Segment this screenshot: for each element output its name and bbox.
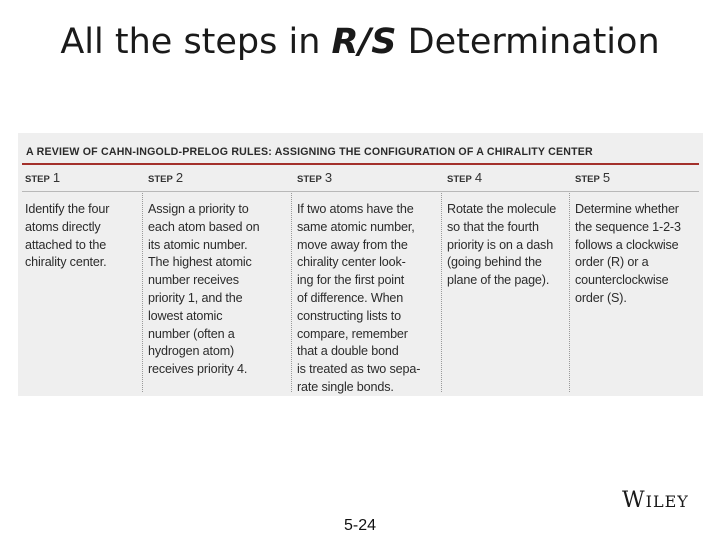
heading-rule <box>22 163 699 165</box>
title-prefix: All the steps in <box>60 22 332 62</box>
step-column-3 <box>297 169 442 397</box>
step-column-1 <box>25 169 145 272</box>
step-number: 3 <box>324 170 333 185</box>
step-description: Determine whether the sequence 1-2-3 follows a clockwise order (R) or a counterclockwise order (S). <box>575 202 681 305</box>
step-number: 5 <box>602 170 611 185</box>
step-number: 2 <box>175 170 184 185</box>
title-emphasis: R/S <box>331 22 397 62</box>
column-divider <box>142 193 143 392</box>
step-description: Rotate the molecule so that the fourth priority is on a dash (going behind the plane of the page). <box>447 202 557 288</box>
publisher-logo: WILEY <box>622 488 689 513</box>
step-label: STEP 1 <box>25 170 61 185</box>
step-label: STEP 3 <box>297 170 333 185</box>
step-column-4 <box>447 169 572 290</box>
title-suffix: Determination <box>396 22 660 62</box>
slide-title <box>0 22 720 62</box>
column-divider <box>291 193 292 392</box>
table-heading: A REVIEW OF CAHN-INGOLD-PRELOG RULES: ASSIGNING THE CONFIGURATION OF A CHIRALITY CENTER <box>26 146 593 158</box>
step-column-2 <box>148 169 288 379</box>
step-label: STEP 5 <box>575 170 611 185</box>
step-description: Assign a priority to each atom based on its atomic number. The highest atomic number receives priority 1, and the lowest atomic number (often a hydrogen atom) receives priority 4. <box>148 202 260 377</box>
step-label: STEP 4 <box>447 170 483 185</box>
step-label: STEP 2 <box>148 170 184 185</box>
step-number: 4 <box>474 170 483 185</box>
step-description: If two atoms have the same atomic number, move away from the chirality center look- ing for the first point of difference. When constructing lists to compare, remember that a double bond is treated as two sepa- rate single bonds. <box>297 202 421 394</box>
column-divider <box>569 193 570 392</box>
cip-rules-table <box>18 133 703 396</box>
step-number: 1 <box>52 170 61 185</box>
step-column-5 <box>575 169 700 308</box>
step-description: Identify the four atoms directly attached to the chirality center. <box>25 202 110 270</box>
page-number: 5-24 <box>343 517 377 534</box>
column-divider <box>441 193 442 392</box>
